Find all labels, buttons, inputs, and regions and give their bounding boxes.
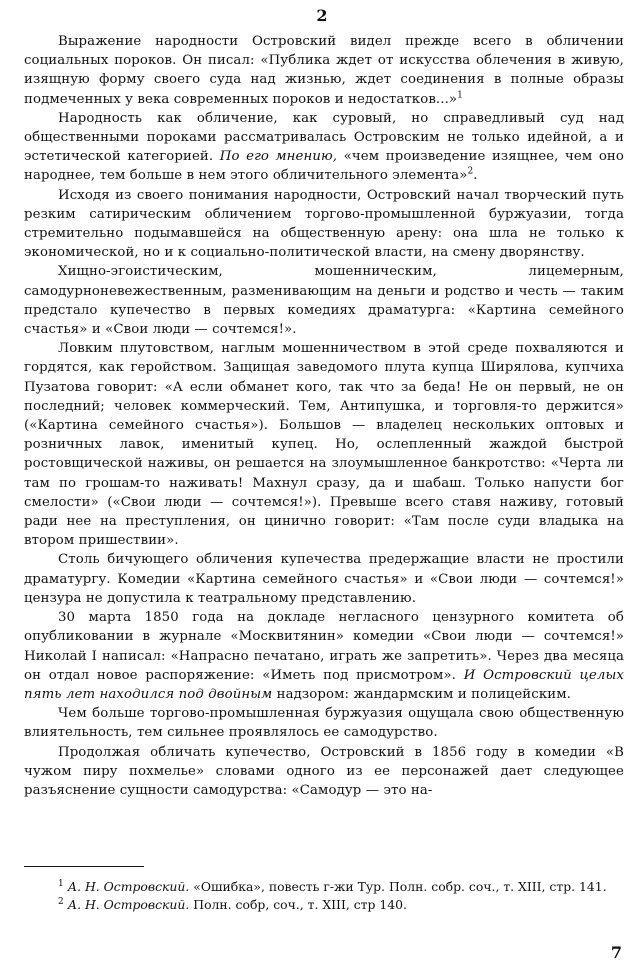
paragraph: Продолжая обличать купечество, Островский в 1856 году в комедии «В чужом пиру похмелье» словами одного из ее персонажей дает следующее разъяснение сущности самодурства: «Самодур — это на- [24,744,624,798]
paragraph: Исходя из своего понимания народности, Островский начал творческий путь резким сатирическим обличением торгово-промышленной буржуазии, тогда стремительно подымавшейся на общественную арену: она шла не только к экономической, но и к социально-политической власти, на смену дворянству. [24,187,624,261]
italic-text: И Островский целых пять лет находился под двойным [24,667,624,702]
footnote-text: «Ошибка», повесть г-жи Тур. Полн. собр. соч., т. XIII, стр. 141. [189,879,607,894]
header-number: 2 [316,6,328,25]
paragraph [24,608,624,704]
body-text [24,32,624,800]
paragraph-text: надзором: жандармским и полицейским. [272,686,571,702]
footnote-number: 2 [58,896,64,907]
footnotes [24,878,624,913]
footnote-ref: 2 [467,167,474,177]
footnote-author: А. Н. Островский. [67,896,190,912]
paragraph-text: Выражение народности Островский видел прежде всего в обличении социальных пороков. Он писал: «Публика ждет от искусства облечения в живую, изящную форму своего суда над жизнью, ждет соединения в полные образы подмеченных у века современных пороков и недостатков...» [24,34,624,107]
paragraph-text: «чем произведение изящнее, чем оно народнее, тем больше в нем этого обличительного элемента» [24,149,624,184]
paragraph: Чем больше торгово-промышленная буржуазия ощущала свою общественную влиятельность, тем сильнее проявлялось ее самодурство. [24,706,624,741]
footnote-ref: 1 [457,90,463,101]
italic-text: По его мнению, [219,149,338,165]
paragraph-text: Народность как обличение, как суровый, но справедливый суд над общественными пороками рассматривалась Островским не только идейной, а и эстетической категорией. [24,110,624,165]
footnote-author: А. Н. Островский. [67,879,190,894]
paragraph [24,109,624,186]
paragraph: Столь бичующего обличения купечества предержащие власти не простили драматургу. Комедии «Картина семейного счастья» и «Свои люди — сочтемся!» цензура не допустила к театральному представлению. [24,552,624,606]
paragraph-text: 30 марта 1850 года на докладе негласного цензурного комитета об опубликовании в журнале «Москвитянин» комедии «Свои люди — сочтемся!» Николай I написал: «Напрасно печатано, играть же запретить». Через два месяца он отдал новое распоряжение: «Иметь под присмотром». [24,610,624,683]
paragraph: Ловким плутовством, наглым мошенничеством в этой среде похваляются и гордятся, как геройством. Защищая заведомого плута купца Ширялова, купчиха Пузатова говорит: «А если обманет кого, так что за беда! Не он первый, не он последний; человек коммерческий. Тем, Антипушка, и торговля-то держится» («Картина семейного счастья»). Большов — владелец нескольких оптовых и розничных лавок, именитый купец. Но, ослепленный жаждой быстрой ростовщической наживы, он решается на злоумышленное банкротство: «Черта ли там по грошам-то наживать! Махнул сразу, да и шабаш. Только напусти бог смелости» («Свои люди — сочтемся!»). Превыше всего ставя наживу, готовый ради нее на преступления, он цинично говорит: «Там после суди владыка на втором пришествии». [24,341,624,549]
paragraph [24,32,624,109]
footnote [24,896,624,914]
page-number: 7 [610,943,622,962]
paragraph-end: . [473,168,478,184]
footnote-number: 1 [58,878,64,889]
footnote [24,878,624,896]
paragraph: Хищно-эгоистическим, мошенническим, лицемерным, самодурноневежественным, разменивающим на деньги и родство и честь — таким предстало купечество в первых комедиях драматурга: «Картина семейного счастья» и «Свои люди — сочтемся!». [24,264,624,338]
footnote-separator [24,866,144,867]
footnote-text: Полн. собр, соч., т. XIII, стр 140. [189,896,407,912]
